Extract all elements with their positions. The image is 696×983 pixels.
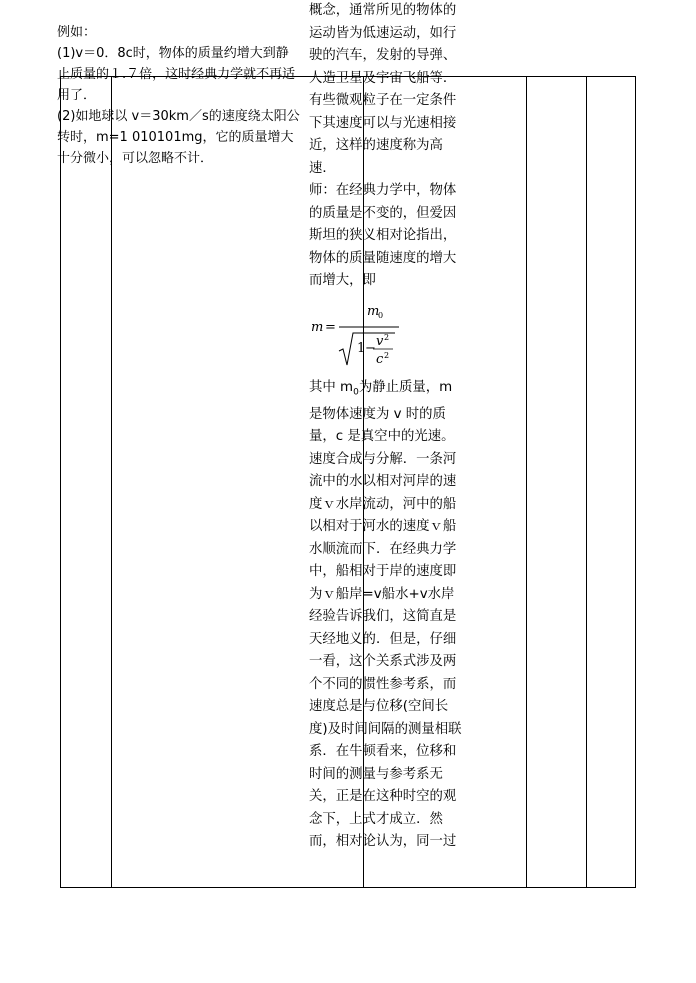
formula-v: v [376, 333, 384, 349]
column-divider [111, 77, 112, 887]
paragraph-concept: 概念，通常所见的物体的运动皆为低速运动，如行驶的汽车，发射的导弹、人造卫星及宇宙飞船等．有些微观粒子在一定条件下其速度可以与光速相接近，这样的速度称为高速． [309, 3, 457, 176]
example-2: (2)如地球以 v＝30km／s的速度绕太阳公转时，m=1 010101mg，它的质量增大十分微小，可以忽略不计． [57, 109, 300, 166]
formula-minus: − [365, 340, 376, 356]
paragraph-mass: 师：在经典力学中，物体的质量是不变的，但爱因斯坦的狭义相对论指出，物体的质量随速度的增大而增大，即 [309, 183, 457, 288]
variables-subscript: 0 [353, 387, 359, 398]
formula-c-exp: 2 [384, 350, 390, 360]
formula-numerator: m [367, 303, 380, 319]
formula-graphic [309, 299, 463, 373]
formula-v-exp: 2 [384, 332, 390, 342]
paragraph-velocity: 速度合成与分解．一条河流中的水以相对河岸的速度ｖ水岸流动，河中的船以相对于河水的速度ｖ船水顺流而下．在经典力学中，船相对于岸的速度即为ｖ船岸=v船水+v水岸 [309, 451, 457, 602]
formula-lhs: m [311, 319, 324, 335]
examples-heading: 例如： [57, 25, 97, 40]
column-divider [586, 77, 587, 887]
formula-numerator-sub: 0 [378, 310, 384, 320]
examples-cell [57, 22, 301, 169]
example-1: (1)v＝0．8c时，物体的质量约增大到静止质量的１.７倍，这时经典力学就不再适用了． [57, 46, 296, 103]
variables-text-a: 其中 m [309, 379, 354, 395]
explanation-cell [309, 0, 463, 854]
column-divider [526, 77, 527, 887]
formula-one: 1 [357, 340, 366, 356]
paragraph-variables [309, 377, 463, 449]
relativistic-mass-formula [309, 299, 463, 373]
formula-equals: = [325, 319, 336, 335]
formula-c: c [376, 351, 384, 367]
variables-text-b: 为静止质量，m是物体速度为 v 时的质量，c 是真空中的光速。 [309, 379, 455, 445]
paragraph-experience: 经验告诉我们，这简直是天经地义的．但是，仔细一看，这个关系式涉及两个不同的惯性参考系，而速度总是与位移(空间长度)及时间间隔的测量相联系．在牛顿看来，位移和时间的测量与参考系无关，正是在这种时空的观念下，上式才成立．然而，相对论认为，同一过 [309, 609, 462, 850]
